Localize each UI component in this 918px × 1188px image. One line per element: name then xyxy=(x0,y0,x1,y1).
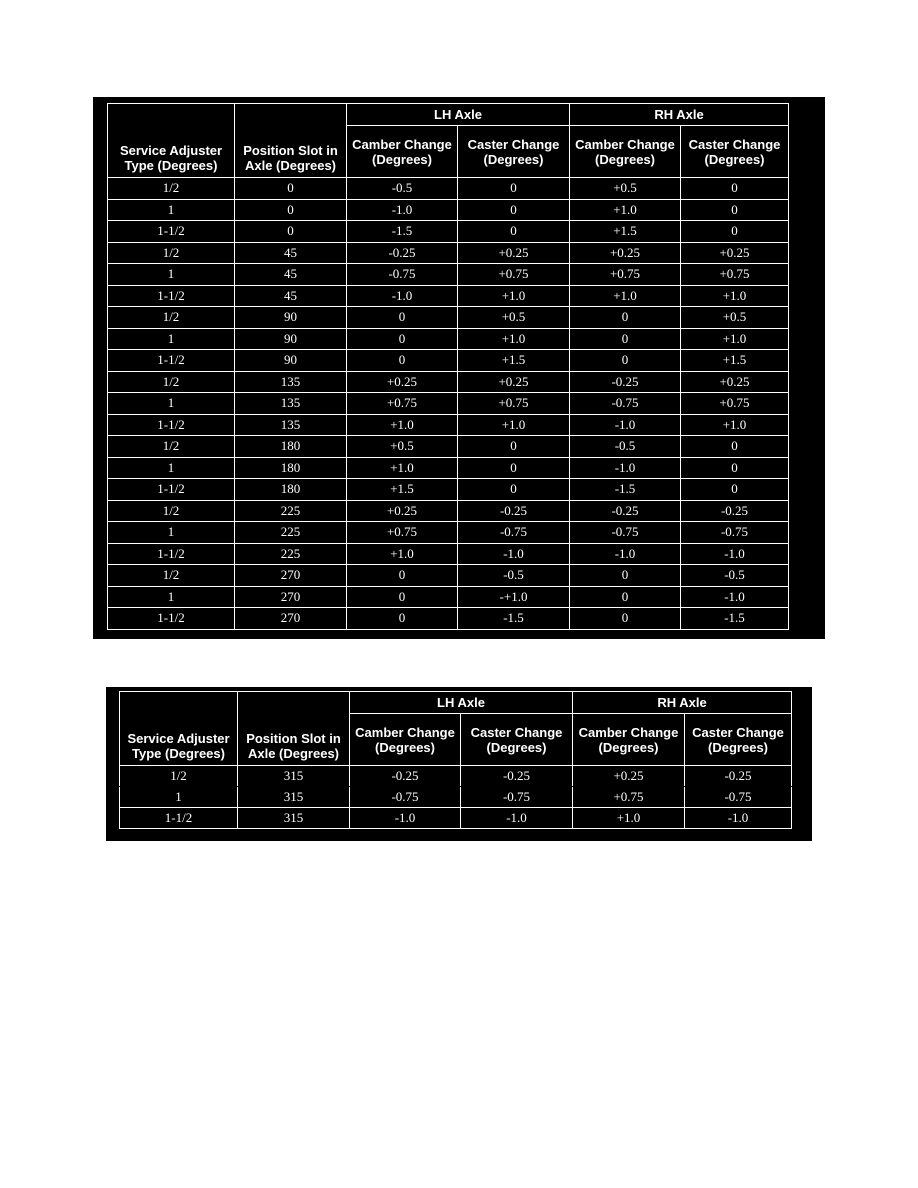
cell-service-adjuster: 1 xyxy=(108,199,235,221)
cell-rh-camber: +0.75 xyxy=(573,787,685,808)
table-row xyxy=(108,436,789,458)
cell-service-adjuster: 1/2 xyxy=(108,371,235,393)
header-lh-axle: LH Axle xyxy=(350,692,573,714)
cell-lh-caster: +1.5 xyxy=(458,350,570,372)
header-rh-camber-change: Camber Change (Degrees) xyxy=(573,714,685,766)
cell-rh-caster: +1.5 xyxy=(681,350,789,372)
cell-rh-camber: -1.0 xyxy=(570,414,681,436)
header-lh-caster-change: Caster Change (Degrees) xyxy=(461,714,573,766)
cell-lh-camber: +1.0 xyxy=(347,543,458,565)
cell-lh-caster: +0.75 xyxy=(458,393,570,415)
table-row xyxy=(108,414,789,436)
table-row xyxy=(120,808,792,829)
table-body-1 xyxy=(108,178,789,630)
cell-position-slot: 0 xyxy=(235,199,347,221)
cell-position-slot: 225 xyxy=(235,543,347,565)
table-row xyxy=(108,479,789,501)
header-rh-axle: RH Axle xyxy=(573,692,792,714)
cell-lh-camber: 0 xyxy=(347,328,458,350)
cell-rh-camber: +1.5 xyxy=(570,221,681,243)
header-service-adjuster: Service Adjuster Type (Degrees) xyxy=(108,104,235,178)
cell-lh-caster: -0.5 xyxy=(458,565,570,587)
cell-rh-caster: 0 xyxy=(681,457,789,479)
cell-position-slot: 135 xyxy=(235,393,347,415)
table-row xyxy=(108,221,789,243)
table-row xyxy=(108,264,789,286)
header-rh-caster-change: Caster Change (Degrees) xyxy=(681,126,789,178)
cell-lh-caster: +0.25 xyxy=(458,371,570,393)
adjuster-table-2 xyxy=(119,691,792,829)
cell-rh-camber: -1.0 xyxy=(570,457,681,479)
cell-rh-caster: -0.75 xyxy=(685,787,792,808)
header-position-slot: Position Slot in Axle (Degrees) xyxy=(235,104,347,178)
header-lh-caster-change: Caster Change (Degrees) xyxy=(458,126,570,178)
cell-lh-camber: 0 xyxy=(347,565,458,587)
cell-rh-caster: -0.25 xyxy=(685,766,792,787)
cell-lh-caster: +0.5 xyxy=(458,307,570,329)
cell-position-slot: 315 xyxy=(238,766,350,787)
cell-lh-caster: -1.5 xyxy=(458,608,570,630)
cell-position-slot: 270 xyxy=(235,565,347,587)
cell-lh-caster: +0.25 xyxy=(458,242,570,264)
cell-lh-caster: 0 xyxy=(458,479,570,501)
cell-position-slot: 315 xyxy=(238,787,350,808)
table-row xyxy=(108,242,789,264)
cell-lh-camber: +0.25 xyxy=(347,500,458,522)
cell-rh-camber: -0.75 xyxy=(570,522,681,544)
table-row xyxy=(108,608,789,630)
cell-service-adjuster: 1 xyxy=(108,393,235,415)
cell-service-adjuster: 1-1/2 xyxy=(108,285,235,307)
cell-position-slot: 45 xyxy=(235,285,347,307)
cell-position-slot: 0 xyxy=(235,178,347,200)
cell-rh-camber: 0 xyxy=(570,565,681,587)
table-row xyxy=(108,457,789,479)
cell-lh-caster: 0 xyxy=(458,178,570,200)
cell-lh-camber: +0.75 xyxy=(347,393,458,415)
cell-rh-camber: -0.75 xyxy=(570,393,681,415)
cell-service-adjuster: 1/2 xyxy=(108,500,235,522)
cell-rh-caster: -0.75 xyxy=(681,522,789,544)
header-position-slot: Position Slot in Axle (Degrees) xyxy=(238,692,350,766)
cell-service-adjuster: 1-1/2 xyxy=(108,221,235,243)
cell-position-slot: 180 xyxy=(235,457,347,479)
cell-lh-camber: -1.0 xyxy=(350,808,461,829)
cell-rh-camber: +0.25 xyxy=(573,766,685,787)
cell-rh-caster: +1.0 xyxy=(681,328,789,350)
cell-position-slot: 315 xyxy=(238,808,350,829)
header-rh-axle: RH Axle xyxy=(570,104,789,126)
cell-position-slot: 45 xyxy=(235,264,347,286)
header-lh-camber-change: Camber Change (Degrees) xyxy=(350,714,461,766)
cell-position-slot: 0 xyxy=(235,221,347,243)
cell-rh-caster: 0 xyxy=(681,178,789,200)
table-row xyxy=(108,307,789,329)
cell-rh-camber: +1.0 xyxy=(570,199,681,221)
cell-lh-camber: 0 xyxy=(347,608,458,630)
cell-lh-caster: +0.75 xyxy=(458,264,570,286)
cell-rh-camber: +0.75 xyxy=(570,264,681,286)
cell-lh-camber: -0.25 xyxy=(350,766,461,787)
cell-service-adjuster: 1/2 xyxy=(108,178,235,200)
cell-rh-camber: +1.0 xyxy=(573,808,685,829)
cell-lh-caster: -0.25 xyxy=(461,766,573,787)
cell-lh-caster: +1.0 xyxy=(458,285,570,307)
cell-lh-camber: 0 xyxy=(347,350,458,372)
cell-rh-camber: 0 xyxy=(570,328,681,350)
cell-lh-camber: -0.25 xyxy=(347,242,458,264)
table-row xyxy=(120,787,792,808)
cell-rh-camber: 0 xyxy=(570,608,681,630)
cell-position-slot: 90 xyxy=(235,307,347,329)
cell-rh-caster: -1.5 xyxy=(681,608,789,630)
cell-rh-camber: -0.5 xyxy=(570,436,681,458)
header-rh-camber-change: Camber Change (Degrees) xyxy=(570,126,681,178)
cell-rh-camber: 0 xyxy=(570,350,681,372)
cell-lh-camber: -1.0 xyxy=(347,199,458,221)
cell-rh-camber: +1.0 xyxy=(570,285,681,307)
cell-rh-caster: +0.75 xyxy=(681,264,789,286)
cell-rh-caster: +0.5 xyxy=(681,307,789,329)
cell-lh-camber: +0.25 xyxy=(347,371,458,393)
cell-lh-camber: -0.75 xyxy=(347,264,458,286)
cell-service-adjuster: 1-1/2 xyxy=(120,808,238,829)
cell-service-adjuster: 1-1/2 xyxy=(108,414,235,436)
cell-service-adjuster: 1 xyxy=(108,522,235,544)
cell-rh-camber: 0 xyxy=(570,307,681,329)
cell-service-adjuster: 1/2 xyxy=(108,307,235,329)
cell-service-adjuster: 1-1/2 xyxy=(108,543,235,565)
cell-service-adjuster: 1-1/2 xyxy=(108,479,235,501)
cell-lh-camber: -0.75 xyxy=(350,787,461,808)
cell-position-slot: 225 xyxy=(235,500,347,522)
cell-lh-camber: +0.75 xyxy=(347,522,458,544)
table-row xyxy=(108,285,789,307)
cell-rh-caster: -0.25 xyxy=(681,500,789,522)
table-row xyxy=(108,586,789,608)
cell-lh-camber: 0 xyxy=(347,586,458,608)
cell-rh-camber: -1.0 xyxy=(570,543,681,565)
table-row xyxy=(108,178,789,200)
table-row xyxy=(108,350,789,372)
cell-lh-caster: 0 xyxy=(458,221,570,243)
adjuster-table-1 xyxy=(107,103,789,630)
cell-service-adjuster: 1/2 xyxy=(108,242,235,264)
cell-position-slot: 225 xyxy=(235,522,347,544)
table-row xyxy=(108,500,789,522)
cell-lh-caster: 0 xyxy=(458,199,570,221)
cell-rh-caster: 0 xyxy=(681,479,789,501)
cell-rh-caster: +1.0 xyxy=(681,414,789,436)
table-row xyxy=(108,522,789,544)
table-panel-2 xyxy=(106,687,812,841)
header-rh-caster-change: Caster Change (Degrees) xyxy=(685,714,792,766)
cell-service-adjuster: 1 xyxy=(120,787,238,808)
cell-rh-camber: 0 xyxy=(570,586,681,608)
cell-service-adjuster: 1 xyxy=(108,457,235,479)
table-row xyxy=(120,766,792,787)
cell-rh-camber: -1.5 xyxy=(570,479,681,501)
cell-lh-camber: +1.0 xyxy=(347,457,458,479)
cell-rh-caster: -1.0 xyxy=(681,543,789,565)
cell-lh-camber: 0 xyxy=(347,307,458,329)
cell-rh-caster: +0.25 xyxy=(681,371,789,393)
cell-rh-camber: +0.25 xyxy=(570,242,681,264)
cell-rh-caster: -1.0 xyxy=(681,586,789,608)
cell-rh-camber: -0.25 xyxy=(570,371,681,393)
cell-lh-camber: +0.5 xyxy=(347,436,458,458)
cell-lh-caster: -1.0 xyxy=(458,543,570,565)
cell-service-adjuster: 1-1/2 xyxy=(108,608,235,630)
cell-position-slot: 135 xyxy=(235,414,347,436)
cell-position-slot: 180 xyxy=(235,479,347,501)
cell-lh-caster: +1.0 xyxy=(458,328,570,350)
cell-position-slot: 90 xyxy=(235,328,347,350)
cell-lh-camber: +1.0 xyxy=(347,414,458,436)
table-row xyxy=(108,371,789,393)
cell-lh-camber: -1.0 xyxy=(347,285,458,307)
cell-lh-camber: -1.5 xyxy=(347,221,458,243)
header-lh-axle: LH Axle xyxy=(347,104,570,126)
cell-lh-caster: +1.0 xyxy=(458,414,570,436)
cell-lh-caster: -0.75 xyxy=(458,522,570,544)
cell-service-adjuster: 1 xyxy=(108,264,235,286)
cell-lh-caster: -0.75 xyxy=(461,787,573,808)
cell-position-slot: 90 xyxy=(235,350,347,372)
cell-rh-caster: +0.25 xyxy=(681,242,789,264)
cell-rh-camber: +0.5 xyxy=(570,178,681,200)
cell-lh-caster: -0.25 xyxy=(458,500,570,522)
cell-lh-caster: -+1.0 xyxy=(458,586,570,608)
cell-position-slot: 45 xyxy=(235,242,347,264)
table-row xyxy=(108,543,789,565)
table-row xyxy=(108,328,789,350)
cell-lh-caster: -1.0 xyxy=(461,808,573,829)
cell-lh-caster: 0 xyxy=(458,436,570,458)
cell-lh-caster: 0 xyxy=(458,457,570,479)
cell-rh-caster: -0.5 xyxy=(681,565,789,587)
cell-rh-caster: -1.0 xyxy=(685,808,792,829)
table-row xyxy=(108,199,789,221)
cell-position-slot: 180 xyxy=(235,436,347,458)
cell-rh-camber: -0.25 xyxy=(570,500,681,522)
header-service-adjuster: Service Adjuster Type (Degrees) xyxy=(120,692,238,766)
header-lh-camber-change: Camber Change (Degrees) xyxy=(347,126,458,178)
cell-rh-caster: +1.0 xyxy=(681,285,789,307)
cell-rh-caster: 0 xyxy=(681,199,789,221)
cell-service-adjuster: 1/2 xyxy=(120,766,238,787)
cell-position-slot: 135 xyxy=(235,371,347,393)
cell-rh-caster: 0 xyxy=(681,221,789,243)
table-row xyxy=(108,393,789,415)
cell-service-adjuster: 1/2 xyxy=(108,436,235,458)
cell-service-adjuster: 1 xyxy=(108,328,235,350)
cell-rh-caster: 0 xyxy=(681,436,789,458)
cell-service-adjuster: 1 xyxy=(108,586,235,608)
cell-rh-caster: +0.75 xyxy=(681,393,789,415)
cell-position-slot: 270 xyxy=(235,608,347,630)
cell-lh-camber: +1.5 xyxy=(347,479,458,501)
table-row xyxy=(108,565,789,587)
cell-service-adjuster: 1/2 xyxy=(108,565,235,587)
cell-service-adjuster: 1-1/2 xyxy=(108,350,235,372)
cell-lh-camber: -0.5 xyxy=(347,178,458,200)
table-panel-1 xyxy=(93,97,825,639)
cell-position-slot: 270 xyxy=(235,586,347,608)
table-body-2 xyxy=(120,766,792,829)
